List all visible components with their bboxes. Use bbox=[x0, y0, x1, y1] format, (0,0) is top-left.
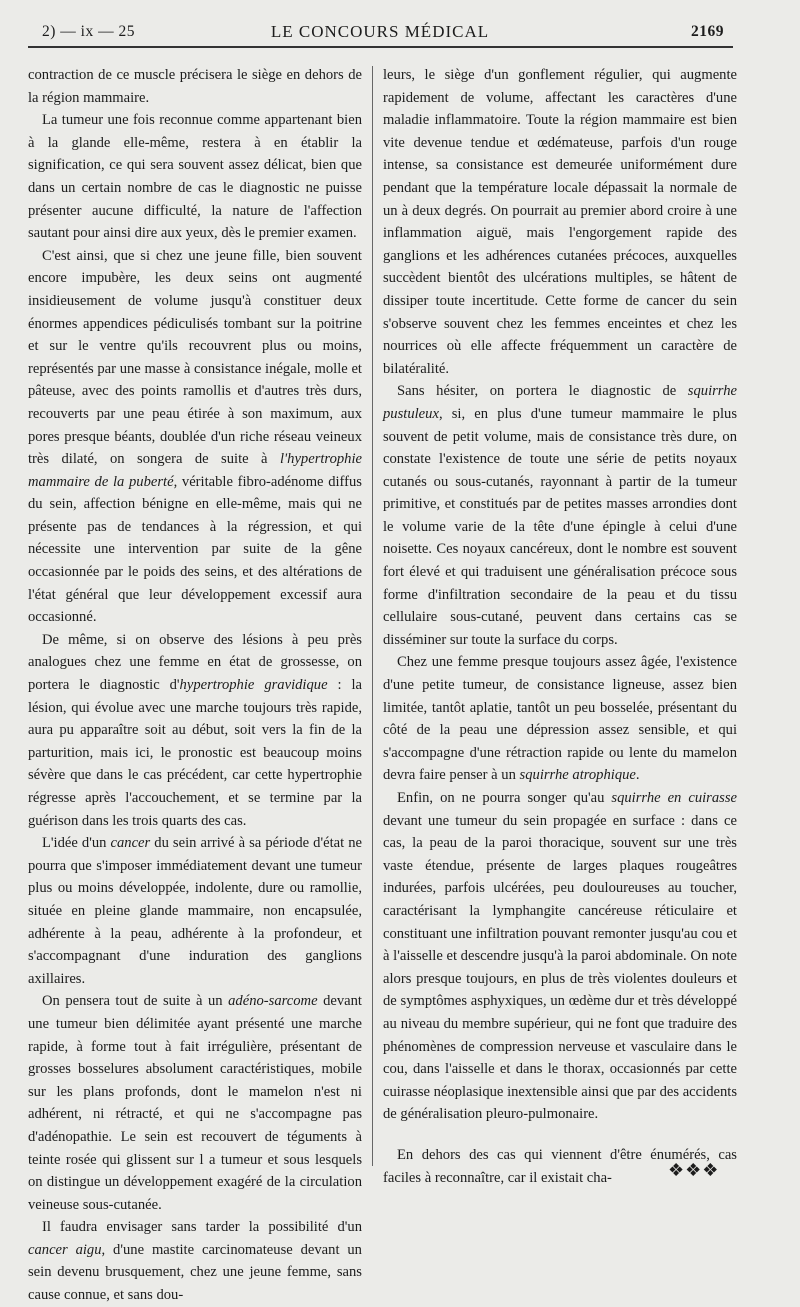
text-run: Chez une femme presque toujours assez âgée, l'existence d'une petite tumeur, de consistance ligneuse, assez bien limitée, tantôt aplatie, tantôt un peu bosselée, présentant du côté de la peau une dépression assez sensible, et qui s'accompagne d'une rétraction rapide ou lente du mamelon devra faire penser à un bbox=[383, 654, 737, 784]
left-column bbox=[28, 64, 362, 1307]
text-run: Sans hésiter, on portera le diagnostic de bbox=[397, 383, 688, 400]
text-run: Il faudra envisager sans tarder la possibilité d'un bbox=[42, 1219, 362, 1236]
italic-term: squirrhe pustuleux bbox=[383, 383, 737, 422]
text-run: , si, en plus d'une tumeur mammaire le plus souvent de petit volume, mais de consistance très dure, on constate l'existence de toute une série de petits noyaux cutanés ou sous-cutanés, rayonnant à partir de la tumeur primitive, et constitués par de petites masses arrondies dont le volume varie de la tête d'une épingle à celui d'une noisette. Ces noyaux cancéreux, dont le nombre est souvent fort élevé et qui traduisent une généralisation précoce sous forme d'infiltration secondaire de la peau et du tissu cellulaire sous-cutané, peuvent dans certains cas se disséminer sur toute la surface du corps. bbox=[383, 405, 737, 648]
italic-term: cancer aigu bbox=[28, 1241, 102, 1258]
text-run: leurs, le siège d'un gonflement régulier, qui augmente rapidement de volume, affectant les caractères d'une maladie inflammatoire. Toute la région mammaire est bien vite devenue tendue et œdémateuse, parfois d'un rouge intense, sa consistance est demeurée uniformément dure pendant que la température locale dépassait la normale de un à deux degrés. On pourrait au premier abord croire à une inflammation aiguë, mais l'engorgement rapide des ganglions et les adhérences cutanées précoces, auxquelles succèdent bientôt des ulcérations multiples, se hâtent de dissiper toute incertitude. Cette forme de cancer du sein s'observe souvent chez les femmes enceintes et chez les nourrices où elle affecte fréquemment un caractère de bilatéralité. bbox=[383, 67, 737, 377]
italic-term: squirrhe atrophique bbox=[519, 767, 636, 784]
text-run: C'est ainsi, que si chez une jeune fille, bien souvent encore impubère, les deux seins ont augmenté insidieusement de volume jusqu'à constituer deux énormes appendices pédiculisés tombant sur la poitrine et sur le ventre qu'ils recouvrent plus ou moins, représentés par une masse à consistance inégale, molle et pâteuse, avec des points ramollis et d'autres très durs, recouverts par une peau étirée à son maximum, aux pores presque béants, doublée d'un riche réseau veineux très dilaté, on songera de suite à bbox=[28, 247, 362, 468]
text-run: En dehors des cas qui viennent d'être énumérés, cas faciles à reconnaître, car il existait cha- bbox=[383, 1146, 737, 1186]
paragraph bbox=[28, 990, 362, 1216]
journal-title: LE CONCOURS MÉDICAL bbox=[270, 22, 490, 41]
paragraph bbox=[28, 1216, 362, 1306]
italic-term: cancer bbox=[110, 835, 151, 852]
issue-reference: 2) — ix — 25 bbox=[42, 23, 135, 40]
text-run: L'idée d'un bbox=[42, 835, 111, 852]
text-run: , d'une mastite carcinomateuse devant un sein devenu brusquement, chez une jeune femme, sans cause connue, et sans dou- bbox=[28, 1241, 362, 1304]
text-run: devant une tumeur bien délimitée ayant présenté une marche rapide, à forme tout à fait irrégulière, présentant de grosses bosselures absolument caractéristiques, mobile sur les plans profonds, dont le mamelon n'est ni adhérent, ni rétracté, et qui ne s'accompagne pas d'adénopathie. Le sein est recouvert de téguments à teinte rosée qui glissent sur l a tumeur et sous lesquels on distingue un développement exagéré de la circulation veineuse sous-cutanée. bbox=[28, 993, 362, 1213]
paragraph bbox=[383, 787, 737, 1126]
paragraph bbox=[28, 629, 362, 832]
header-rule bbox=[28, 46, 733, 48]
text-run: devant une tumeur du sein propagée en surface : dans ce cas, la peau de la paroi thoracique, souvent sur une très vaste étendue, présente de larges plaques rougeâtres indurées, parfois ulcérées, peu douloureuses au toucher, caractérisant la lymphangite cancéreuse réticulaire et constituant une infiltration pouvant remonter jusqu'au cou et à l'aisselle et descendre jusqu'à la paroi abdominale. On note alors presque toujours, en plus de très violentes douleurs et de symptômes asphyxiques, un œdème dur et très développé au niveau du membre supérieur, qui ne font que traduire des phénomènes de compression nerveuse et vasculaire dans le cou, dans l'aisselle et dans le thorax, occasionnés par cette cuirasse néoplasique inextensible ainsi que par des accidents de généralisation pleuro-pulmonaire. bbox=[383, 812, 737, 1123]
text-run: De même, si on observe des lésions à peu près analogues chez une femme en état de grossesse, on portera le diagnostic d' bbox=[28, 631, 362, 694]
paragraph bbox=[28, 64, 362, 109]
paragraph bbox=[28, 109, 362, 245]
text-run: On pensera tout de suite à un bbox=[42, 993, 229, 1010]
text-run: La tumeur une fois reconnue comme appartenant bien à la glande elle-même, restera à en établir la signification, ce qui sera souvent assez délicat, bien que dans un certain nombre de cas le diagnostic ne puisse présenter aucune difficulté, la nature de l'affection sautant pour ainsi dire aux yeux, dès le premier examen. bbox=[28, 112, 362, 242]
text-run: du sein arrivé à sa période d'état ne pourra que s'imposer immédiatement devant une tumeur plus ou moins développée, indolente, dure ou ramollie, située en pleine glande mammaire, non encapsulée, adhérente à la peau, adhérente à la profondeur, et s'accompagnant d'une induration des ganglions axillaires. bbox=[28, 835, 362, 987]
end-ornament: ❖❖❖ bbox=[668, 1160, 720, 1180]
paragraph bbox=[28, 832, 362, 990]
text-run: contraction de ce muscle précisera le siège en dehors de la région mammaire. bbox=[28, 67, 362, 106]
italic-term: squirrhe en cuirasse bbox=[611, 790, 737, 806]
running-header bbox=[30, 20, 730, 46]
text-run: . bbox=[635, 767, 640, 784]
italic-term: adéno-sarcome bbox=[228, 993, 318, 1010]
italic-term: l'hypertrophie mammaire de la puberté bbox=[28, 451, 362, 490]
column-divider bbox=[372, 66, 373, 1166]
page-number: 2169 bbox=[691, 23, 724, 40]
italic-term: hypertrophie gravidique bbox=[179, 677, 328, 694]
paragraph bbox=[383, 380, 737, 651]
right-column bbox=[383, 64, 737, 1189]
paragraph bbox=[383, 651, 737, 787]
paragraph bbox=[383, 64, 737, 380]
text-run: , véritable fibro-adénome diffus du sein, affection bénigne en elle-même, mais qui ne présente pas de tendances à la régression, et qui nécessite une intervention par suite de la gêne occasionnée par le poids des seins, et des altérations de l'état général que leur développement excessif aura occasionné. bbox=[28, 473, 362, 626]
text-run: : la lésion, qui évolue avec une marche toujours très rapide, aura pu apparaître soit au début, soit vers la fin de la parturition, mais ici, le pronostic est beaucoup moins sévère que dans le cas précédent, car cette hypertrophie régresse après l'accouchement, et se termine par la guérison dans les trois quarts des cas. bbox=[28, 677, 362, 829]
text-run: Enfin, on ne pourra songer qu'au bbox=[397, 790, 612, 806]
paragraph bbox=[28, 245, 362, 629]
